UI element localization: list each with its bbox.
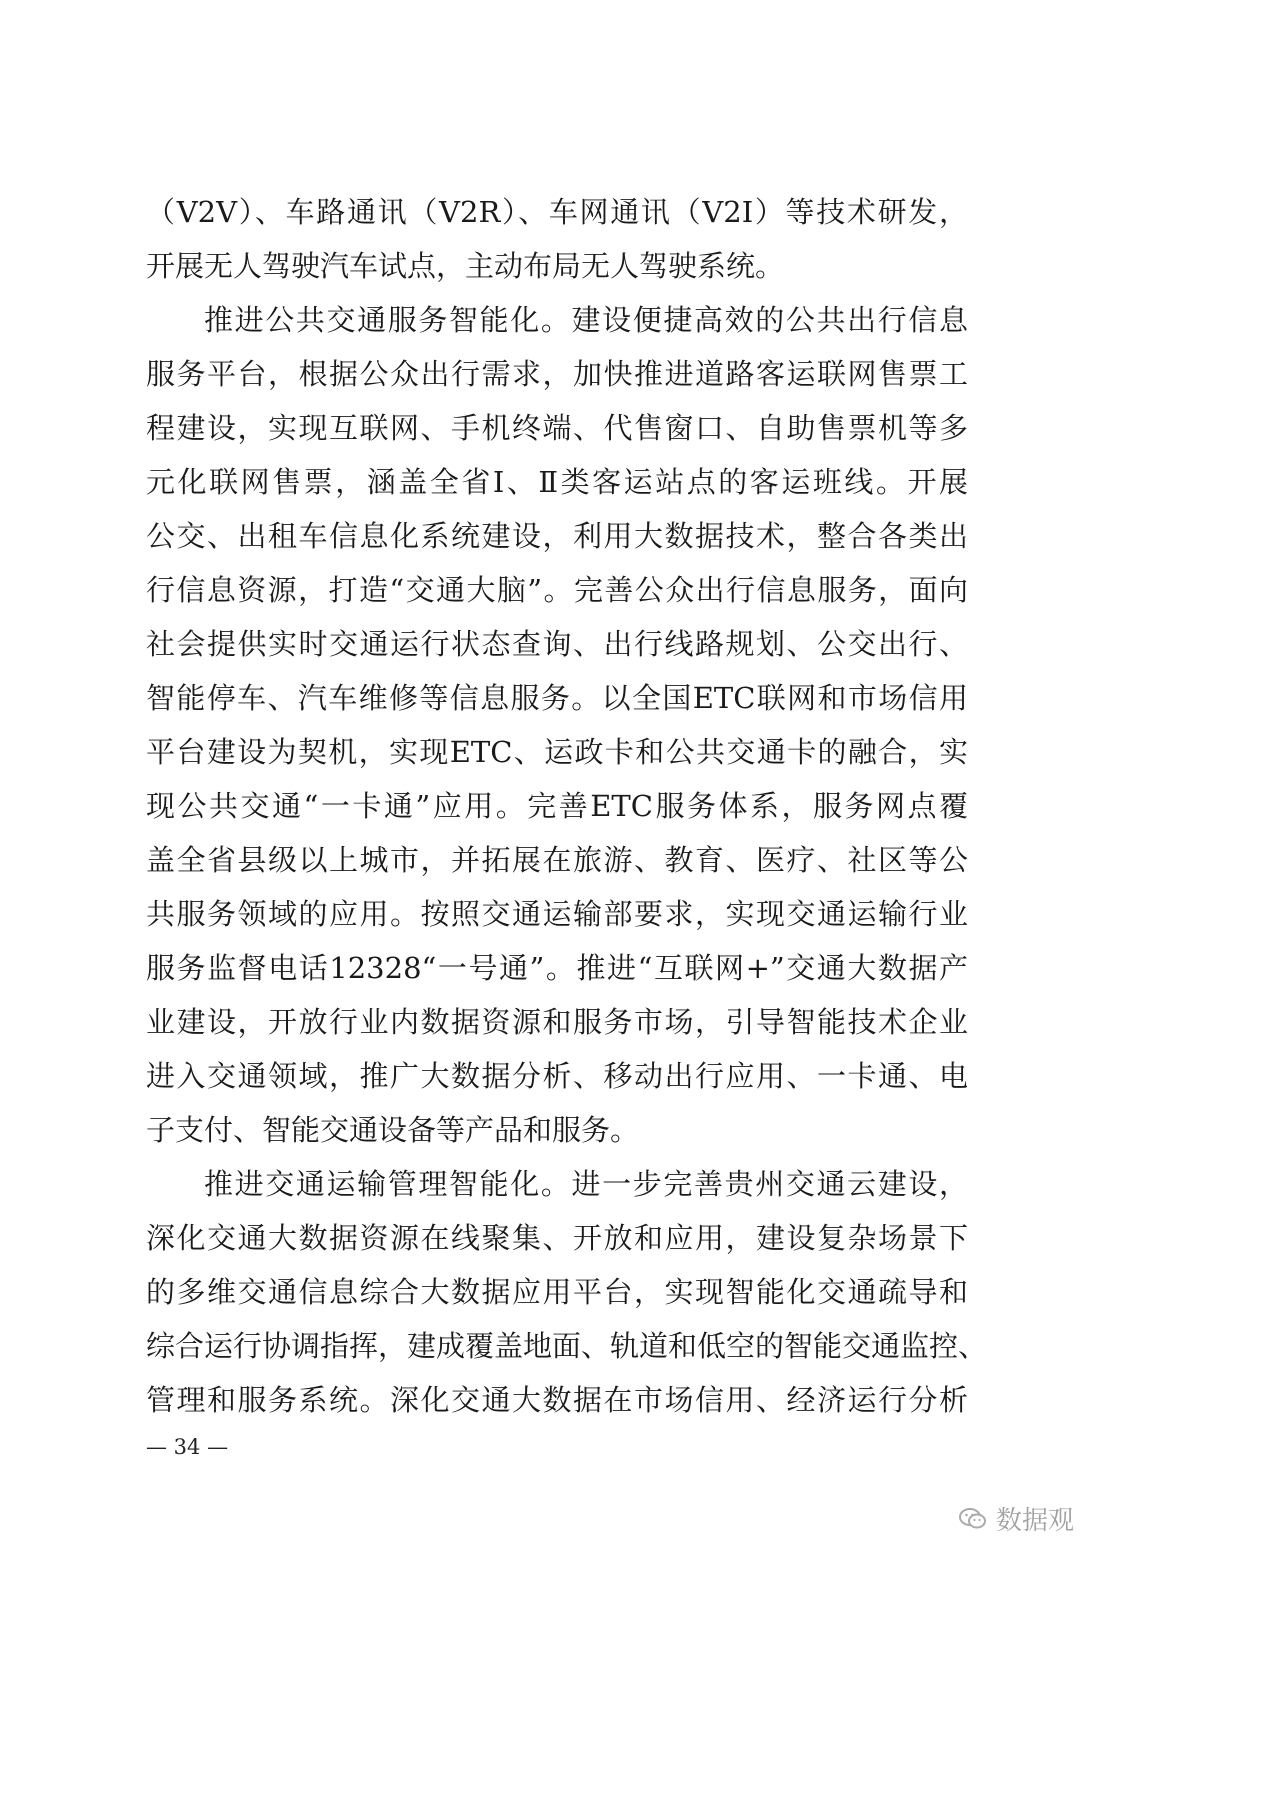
watermark [958,1500,1074,1537]
text-line: 平台建设为契机，实现ETC、运政卡和公共交通卡的融合，实 [146,735,968,769]
text-line: 元化联网售票，涵盖全省Ⅰ、Ⅱ类客运站点的客运班线。开展 [146,465,968,499]
text-line: 服务平台，根据公众出行需求，加快推进道路客运联网售票工 [146,357,968,391]
text-line: 推进公共交通服务智能化。建设便捷高效的公共出行信息 [204,303,968,337]
text-line: 的多维交通信息综合大数据应用平台，实现智能化交通疏导和 [146,1275,968,1309]
text-line: 社会提供实时交通运行状态查询、出行线路规划、公交出行、 [146,627,968,661]
text-line: 深化交通大数据资源在线聚集、开放和应用，建设复杂场景下 [146,1221,968,1255]
text-line: 共服务领域的应用。按照交通运输部要求，实现交通运输行业 [146,897,968,931]
text-line: 盖全省县级以上城市，并拓展在旅游、教育、医疗、社区等公 [146,843,968,877]
text-line: 现公共交通“一卡通”应用。完善ETC服务体系，服务网点覆 [146,789,968,823]
text-line: 管理和服务系统。深化交通大数据在市场信用、经济运行分析 [146,1383,968,1417]
text-line: 开展无人驾驶汽车试点，主动布局无人驾驶系统。 [146,249,785,283]
text-line: （V2V）、车路通讯（V2R）、车网通讯（V2I）等技术研发， [146,195,968,229]
text-line: 行信息资源，打造“交通大脑”。完善公众出行信息服务，面向 [146,573,968,607]
text-line: 智能停车、汽车维修等信息服务。以全国ETC联网和市场信用 [146,681,968,715]
text-line: 综合运行协调指挥，建成覆盖地面、轨道和低空的智能交通监控、 [146,1329,988,1363]
page-number: — 34 — [146,1435,229,1459]
text-line: 业建设，开放行业内数据资源和服务市场，引导智能技术企业 [146,1005,968,1039]
wechat-icon [958,1506,988,1532]
text-line: 推进交通运输管理智能化。进一步完善贵州交通云建设， [204,1167,968,1201]
text-line: 子支付、智能交通设备等产品和服务。 [146,1113,640,1147]
text-line: 公交、出租车信息化系统建设，利用大数据技术，整合各类出 [146,519,968,553]
text-line: 进入交通领域，推广大数据分析、移动出行应用、一卡通、电 [146,1059,968,1093]
text-line: 程建设，实现互联网、手机终端、代售窗口、自助售票机等多 [146,411,968,445]
watermark-text: 数据观 [995,1506,1074,1536]
text-line: 服务监督电话12328“一号通”。推进“互联网+”交通大数据产 [146,951,968,985]
